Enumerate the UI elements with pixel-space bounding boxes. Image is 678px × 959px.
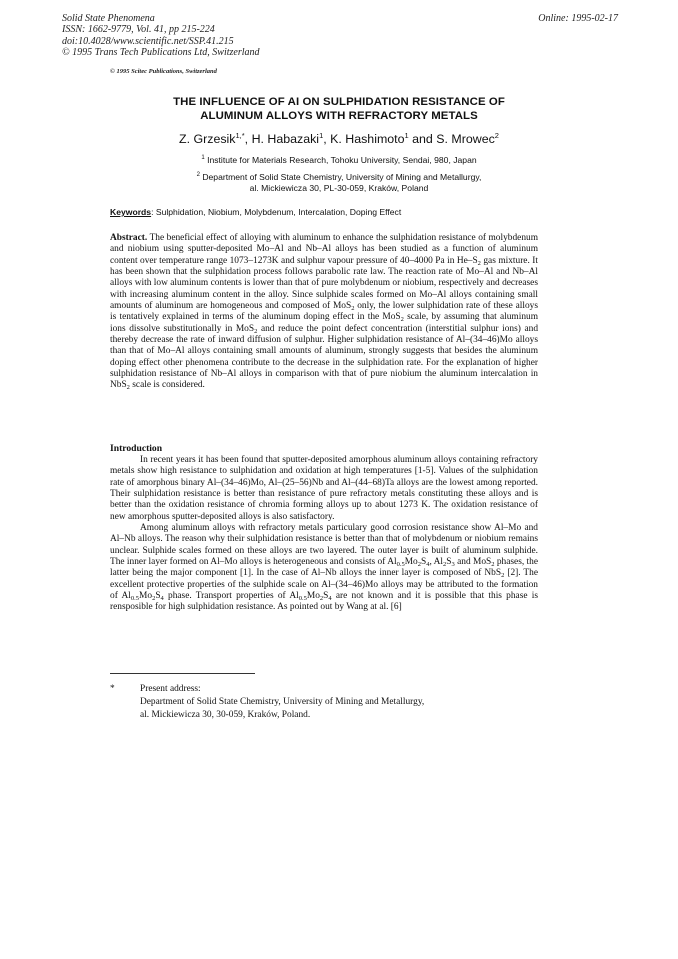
footnote-line: Department of Solid State Chemistry, University of Mining and Metallurgy, xyxy=(140,697,425,707)
affiliation-1 xyxy=(60,153,618,166)
affiliation-num: 2 xyxy=(196,172,200,178)
paragraph: Among aluminum alloys with refractory metals particulary good corrosion resistance show Al–Mo and Al–Nb alloys. The reason why their sulphidation resistance is better than that of molybdenum or niobium remains unclear. Sulphide scales formed on these alloys are two layered. The outer layer is built of aluminum sulphide. The inner layer formed on Al–Mo alloys is heterogeneous and consists of $Al_{0.5}Mo_2S_4$, $Al_2S_3$ and MoS$_2$ phases, the latter being the major component [1]. In the case of Al–Nb alloys the inner layer is composed of NbS$_2$ [2]. The excellent protective properties of the sulphide scale on Al–(34–46)Mo alloys may be attributed to the formation of $Al_{0.5}Mo_2S_4$ phase. Transport properties of $Al_{0.5}Mo_2S_4$ are not known and it is possible that this phase is rensposible for high sulphidation resistance. As pointed out by Wang at al. [6] xyxy=(110,523,539,613)
introduction-body xyxy=(110,455,538,614)
abstract: Abstract. The beneficial effect of alloying with aluminum to enhance the sulphidation resistance of molybdenum and niobium using sputter-deposited Mo–Al and Nb–Al alloys has been studied as a function of aluminum content over temperature range 1073–1273K and sulphur vapour pressure of 40–4000 Pa in $He-S_2$ gas mixture. It has been shown that the sulphidation process follows parabolic rate law. The reaction rate of Mo–Al and Nb–Al alloys with low aluminum contents is lower than that of pure molybdenum or niobium, respectively and decreases with increasing aluminum content in the alloy. Since sulphide scales formed on Mo–Al alloys containing small amounts of aluminum are homogeneous and composed of MoS$_2$ only, the lower sulphidation rate of these alloys is tentatively explained in terms of the aluminum doping effect in the MoS$_2$ scale, by assuming that aluminum ions dissolve substitutionally in MoS$_2$ and reduce the point defect concentration (interstitial sulphur ions) and thereby decrease the rate of inward diffusion of sulphur. Higher sulphidation resistance of Al–(34–46)Mo alloys than that of Mo–Al alloys containing small amounts of aluminum, strongly suggests that besides the aluminum doping effect other phenomena contribute to the decrease in the sulphidation rate. For the explanation of higher sulphidation resistance of Nb–Al alloys in comparison with that of pure niobium the aluminum intercalation in NbS$_2$ scale is considered. xyxy=(110,233,539,392)
keywords-label: Keywords xyxy=(110,207,152,217)
online-date: Online: 1995-02-17 xyxy=(538,13,618,24)
footnote xyxy=(110,683,424,722)
footnote-line: Present address: xyxy=(140,684,201,694)
doi-line: doi:10.4028/www.scientific.net/SSP.41.215 xyxy=(62,35,234,47)
keywords: Keywords: Sulphidation, Niobium, Molybdenum, Intercalation, Doping Effect xyxy=(110,207,402,217)
abstract-label: Abstract. xyxy=(110,233,148,243)
paper-title xyxy=(60,95,618,123)
copyright-line: © 1995 Trans Tech Publications Ltd, Switzerland xyxy=(62,46,260,58)
issn-line: ISSN: 1662-9779, Vol. 41, pp 215-224 xyxy=(62,24,215,36)
author-and: and xyxy=(412,132,433,147)
footnote-mark: * xyxy=(110,684,115,694)
footnote-divider xyxy=(110,673,255,674)
affiliation-text: Department of Solid State Chemistry, University of Mining and Metallurgy, xyxy=(202,171,482,182)
author-name: H. Habazaki xyxy=(251,132,320,147)
author-sup: 1 xyxy=(319,131,324,140)
author-sup: 2 xyxy=(494,131,499,140)
author-sup: 1,* xyxy=(235,131,245,140)
scitec-copyright: © 1995 Scitec Publications, Switzerland xyxy=(110,68,217,75)
publication-header xyxy=(62,13,260,58)
footnote-line: al. Mickiewicza 30, 30-059, Kraków, Poland. xyxy=(140,710,311,720)
affiliation-num: 1 xyxy=(201,155,205,161)
introduction-heading: Introduction xyxy=(110,443,163,454)
affiliation-text: Institute for Materials Research, Tohoku University, Sendai, 980, Japan xyxy=(207,154,477,165)
affiliation-text: al. Mickiewicza 30, PL-30-059, Kraków, Poland xyxy=(249,183,429,194)
journal-name: Solid State Phenomena xyxy=(62,13,155,24)
author-sup: 1 xyxy=(404,131,409,140)
author-name: S. Mrowec xyxy=(436,132,495,147)
affiliation-2 xyxy=(60,170,618,195)
author-name: Z. Grzesik xyxy=(179,132,236,147)
author-list: Z. Grzesik$^{1,*}$, H. Habazaki$^1$, K. Hashimoto$^1$ and S. Mrowec$^2$ xyxy=(179,131,499,147)
title-line-1: THE INFLUENCE OF AI ON SULPHIDATION RESISTANCE OF xyxy=(173,96,505,108)
paragraph: In recent years it has been found that sputter-deposited amorphous aluminum alloys containing refractory metals show high resistance to sulphidation and oxidation at high temperatures [1-5]. Values of the sulphidation rate of amorphous binary Al–(34–46)Mo, Al–(25–56)Nb and Al–(44–68)Ta alloys are the lowest among reported. Their sulphidation resistance is better than resistance of pure refractory metals constituting these alloys and is better than the oxidation resistance of chromia forming alloys up to about 1273 K. The oxidation resistance of new amorphous sputter-deposited alloys is also satisfactory. xyxy=(110,455,538,522)
title-line-2: ALUMINUM ALLOYS WITH REFRACTORY METALS xyxy=(200,110,478,122)
keywords-text: Sulphidation, Niobium, Molybdenum, Intercalation, Doping Effect xyxy=(155,207,402,217)
author-name: K. Hashimoto xyxy=(330,132,405,147)
